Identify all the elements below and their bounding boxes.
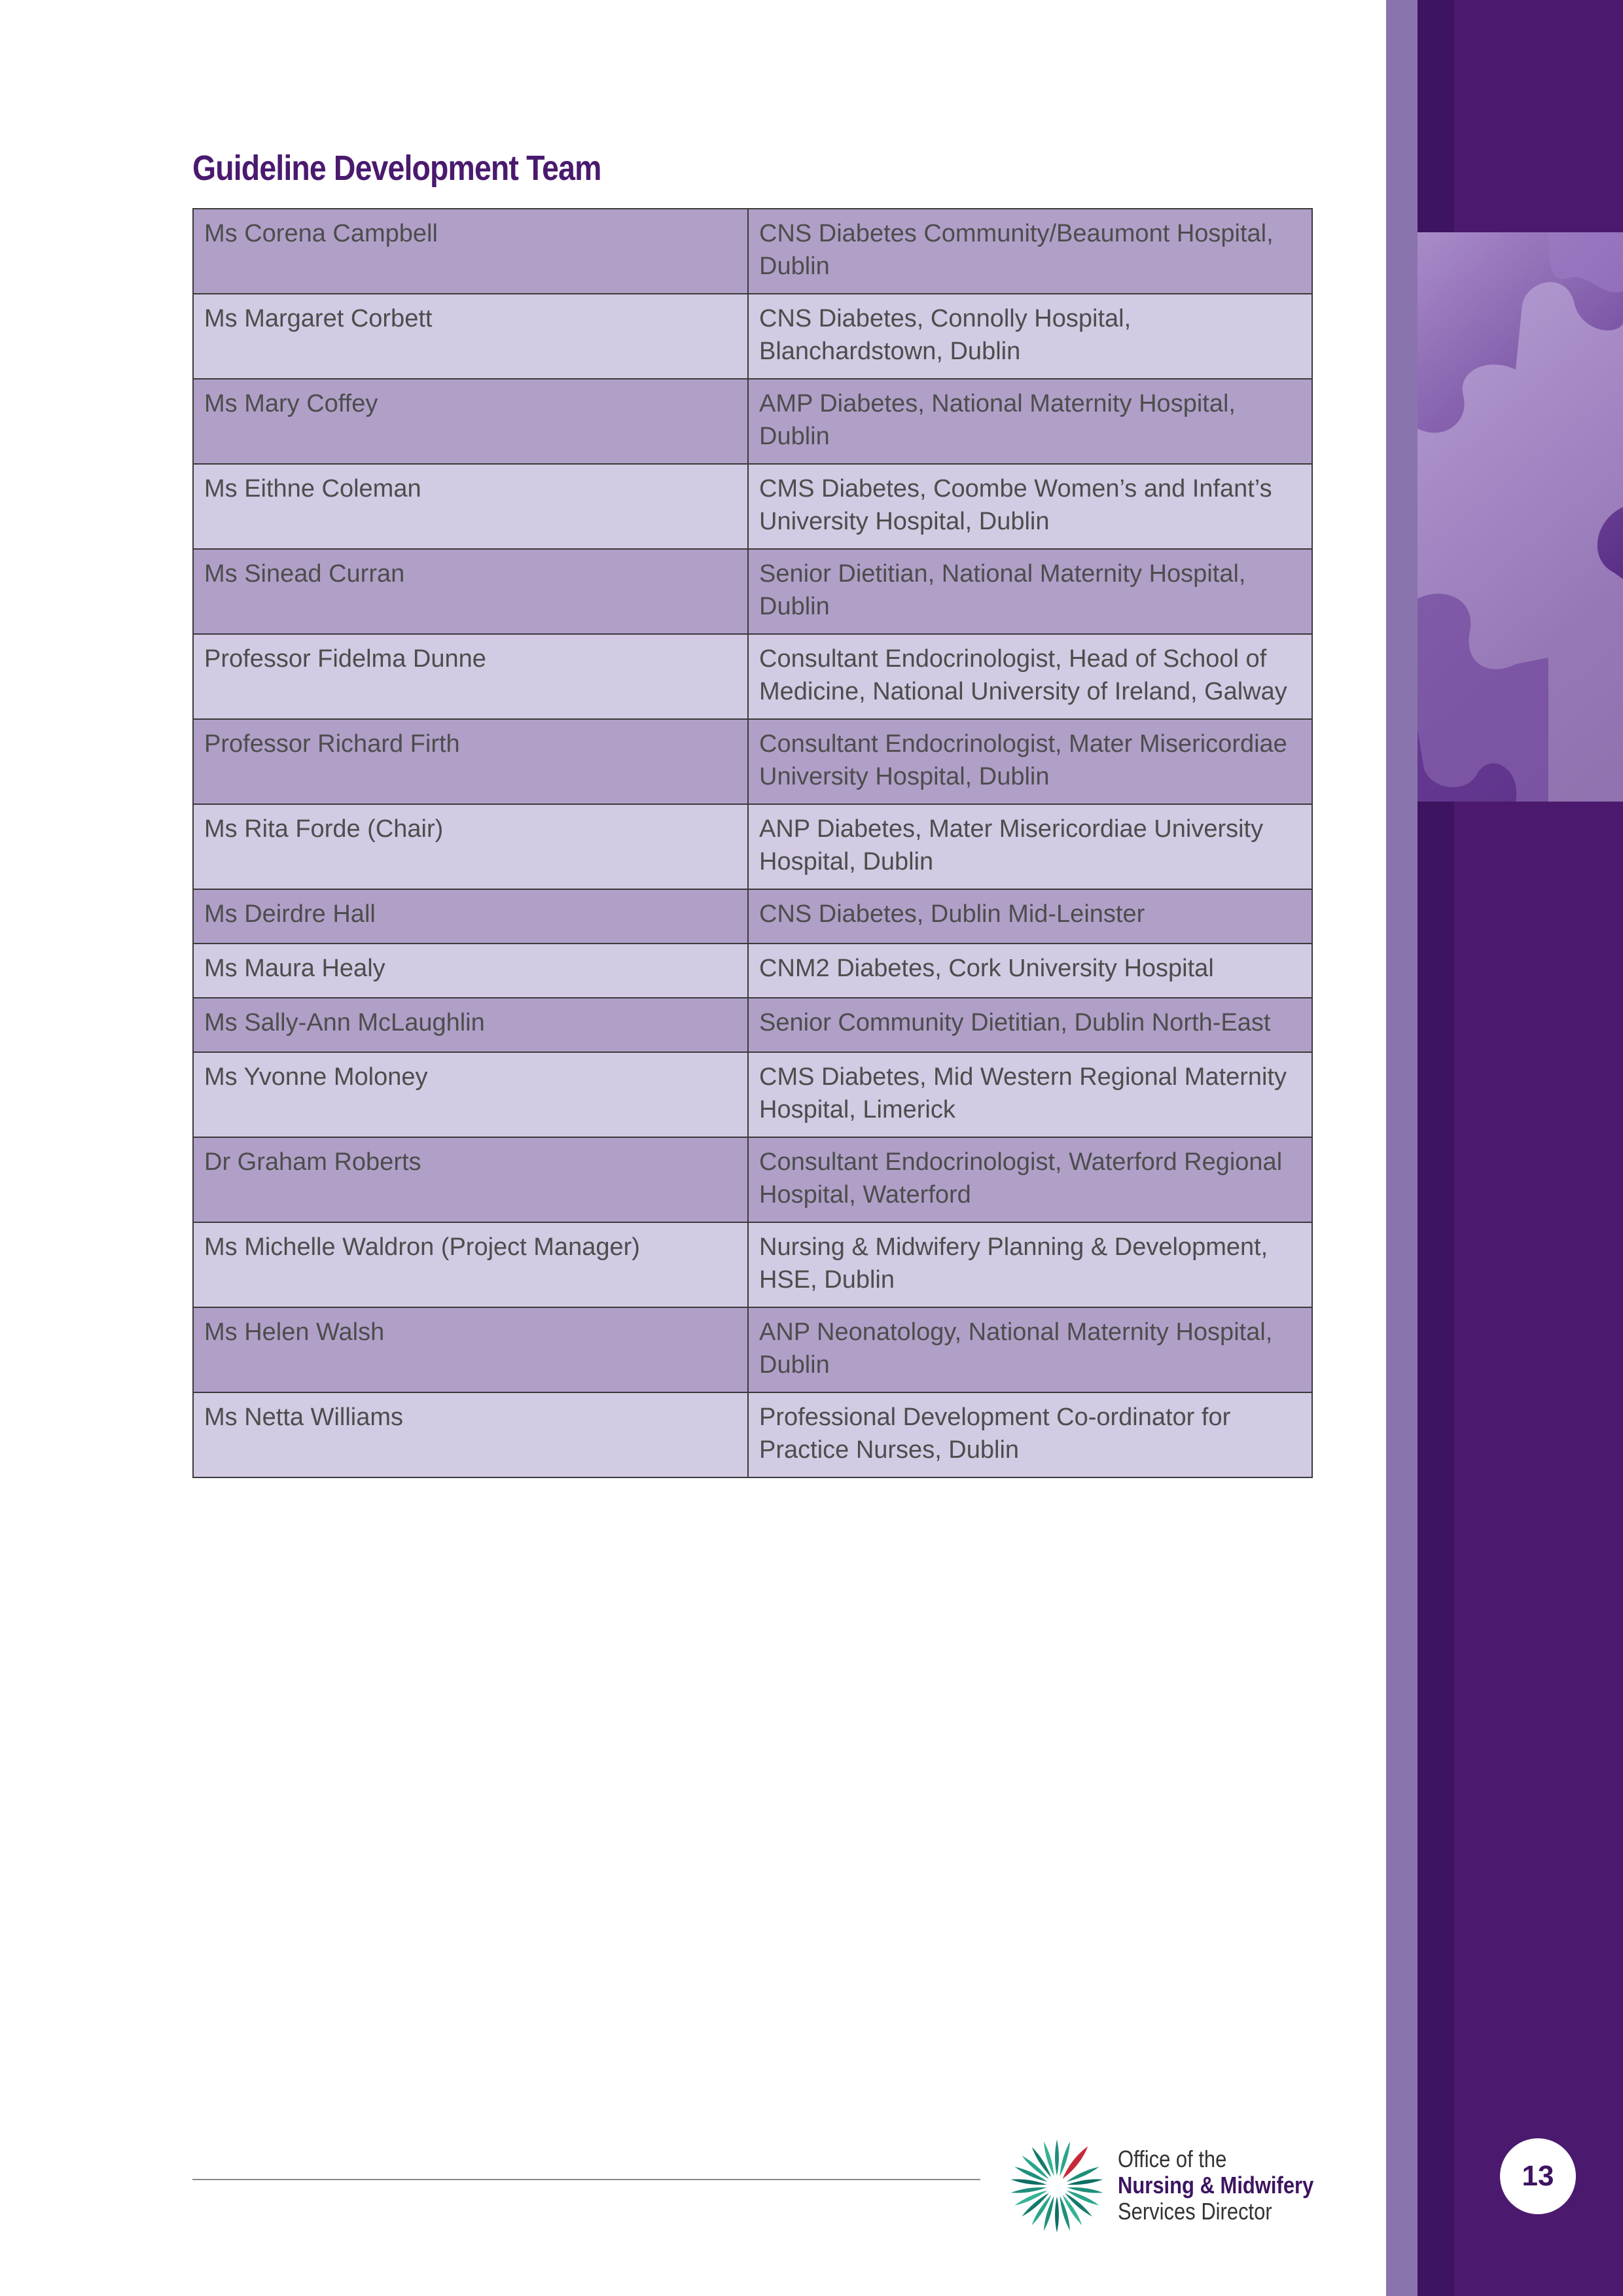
- member-name: Ms Netta Williams: [193, 1392, 748, 1477]
- page-number: 13: [1500, 2138, 1576, 2214]
- table-row: [193, 294, 1312, 379]
- table-row: [193, 1222, 1312, 1307]
- member-name: Professor Fidelma Dunne: [193, 634, 748, 719]
- table-row: [193, 1052, 1312, 1137]
- member-role: CMS Diabetes, Coombe Women’s and Infant’s University Hospital, Dublin: [748, 464, 1312, 549]
- side-band-light: [1386, 0, 1418, 2296]
- member-name: Ms Yvonne Moloney: [193, 1052, 748, 1137]
- table-row: [193, 379, 1312, 464]
- table-row: [193, 1137, 1312, 1222]
- table-row: [193, 209, 1312, 294]
- member-name: Ms Rita Forde (Chair): [193, 804, 748, 889]
- logo-petal: [1055, 2197, 1059, 2233]
- member-role: Professional Development Co-ordinator for Practice Nurses, Dublin: [748, 1392, 1312, 1477]
- member-role: Senior Community Dietitian, Dublin North-East: [748, 998, 1312, 1052]
- member-role: Consultant Endocrinologist, Mater Misericordiae University Hospital, Dublin: [748, 719, 1312, 804]
- starburst-logo-icon: [1005, 2134, 1109, 2238]
- table-row: [193, 889, 1312, 944]
- team-table: [192, 208, 1313, 1478]
- member-name: Ms Deirdre Hall: [193, 889, 748, 944]
- member-name: Ms Margaret Corbett: [193, 294, 748, 379]
- member-name: Professor Richard Firth: [193, 719, 748, 804]
- puzzle-photo: [1418, 232, 1623, 802]
- logo-line-3: Services Director: [1118, 2198, 1272, 2225]
- table-row: [193, 998, 1312, 1052]
- member-role: CNM2 Diabetes, Cork University Hospital: [748, 944, 1312, 998]
- member-role: ANP Diabetes, Mater Misericordiae University Hospital, Dublin: [748, 804, 1312, 889]
- member-role: AMP Diabetes, National Maternity Hospital, Dublin: [748, 379, 1312, 464]
- member-role: ANP Neonatology, National Maternity Hospital, Dublin: [748, 1307, 1312, 1392]
- logo-line-2: Nursing & Midwifery: [1118, 2172, 1314, 2199]
- member-role: Senior Dietitian, National Maternity Hospital, Dublin: [748, 549, 1312, 634]
- member-role: CNS Diabetes Community/Beaumont Hospital, Dublin: [748, 209, 1312, 294]
- logo-petal: [1042, 2141, 1056, 2177]
- table-row: [193, 804, 1312, 889]
- logo-petal: [1042, 2195, 1056, 2231]
- member-role: Consultant Endocrinologist, Waterford Regional Hospital, Waterford: [748, 1137, 1312, 1222]
- member-name: Ms Michelle Waldron (Project Manager): [193, 1222, 748, 1307]
- member-name: Ms Sinead Curran: [193, 549, 748, 634]
- member-name: Ms Mary Coffey: [193, 379, 748, 464]
- puzzle-icon: [1418, 232, 1623, 802]
- table-row: [193, 1392, 1312, 1477]
- office-logo-text: [1118, 2146, 1313, 2225]
- table-row: [193, 944, 1312, 998]
- member-role: Consultant Endocrinologist, Head of School of Medicine, National University of Ireland, Galway: [748, 634, 1312, 719]
- member-role: Nursing & Midwifery Planning & Development, HSE, Dublin: [748, 1222, 1312, 1307]
- table-row: [193, 1307, 1312, 1392]
- logo-petal: [1058, 2195, 1072, 2231]
- footer-rule: [192, 2179, 980, 2180]
- table-row: [193, 464, 1312, 549]
- table-row: [193, 549, 1312, 634]
- logo-petal: [1055, 2140, 1059, 2176]
- member-name: Ms Corena Campbell: [193, 209, 748, 294]
- member-name: Ms Eithne Coleman: [193, 464, 748, 549]
- page-title: Guideline Development Team: [192, 149, 601, 188]
- table-row: [193, 634, 1312, 719]
- member-role: CNS Diabetes, Dublin Mid-Leinster: [748, 889, 1312, 944]
- member-name: Dr Graham Roberts: [193, 1137, 748, 1222]
- member-role: CNS Diabetes, Connolly Hospital, Blanchardstown, Dublin: [748, 294, 1312, 379]
- member-name: Ms Helen Walsh: [193, 1307, 748, 1392]
- member-role: CMS Diabetes, Mid Western Regional Maternity Hospital, Limerick: [748, 1052, 1312, 1137]
- logo-line-1: Office of the: [1118, 2146, 1227, 2172]
- table-row: [193, 719, 1312, 804]
- member-name: Ms Maura Healy: [193, 944, 748, 998]
- member-name: Ms Sally-Ann McLaughlin: [193, 998, 748, 1052]
